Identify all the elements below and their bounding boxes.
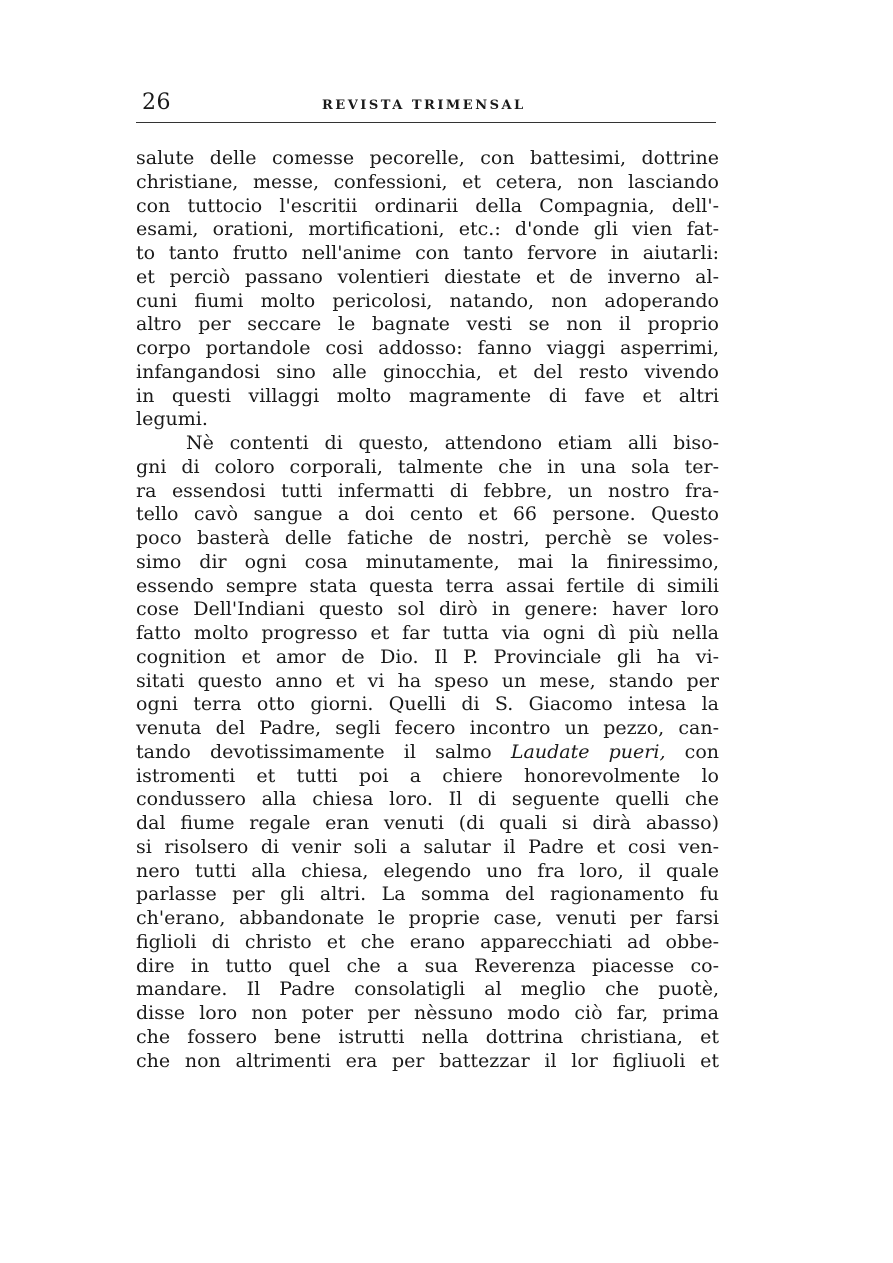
text-line: christiane, messe, confessioni, et cetera, non lasciando bbox=[136, 170, 719, 193]
text-line: simo dir ogni cosa minutamente, mai la finiressimo, bbox=[136, 550, 719, 573]
text-line: poco basterà delle fatiche de nostri, perchè se voles- bbox=[136, 527, 719, 549]
text-segment: con bbox=[665, 740, 720, 763]
text-line: legumi. bbox=[136, 408, 208, 431]
paragraph-start-line: Nè contenti di questo, attendono etiam alli biso- bbox=[186, 432, 719, 454]
text-line: dire in tutto quel che a sua Reverenza piacesse co- bbox=[136, 954, 719, 977]
text-line: corpo portandole cosi addosso: fanno viaggi asperrimi, bbox=[136, 337, 719, 359]
text-line: dal fiume regale eran venuti (di quali si dirà abasso) bbox=[136, 812, 719, 834]
body-text bbox=[136, 147, 719, 1073]
text-line: mandare. Il Padre consolatigli al meglio che puotè, bbox=[136, 978, 719, 1001]
text-line: gni di coloro corporali, talmente che in una sola ter- bbox=[136, 455, 719, 478]
text-line: si risolsero di venir soli a salutar il Padre et cosi ven- bbox=[136, 835, 719, 858]
text-line: ch'erano, abbandonate le proprie case, venuti per farsi bbox=[136, 907, 719, 929]
text-line: che non altrimenti era per battezzar il lor figliuoli et bbox=[136, 1049, 719, 1072]
text-line: infangandosi sino alle ginocchia, et del resto vivendo bbox=[136, 360, 719, 383]
text-line: cose Dell'Indiani questo sol dirò in genere: haver loro bbox=[136, 598, 719, 621]
text-line: tello cavò sangue a doi cento et 66 persone. Questo bbox=[136, 503, 719, 526]
text-line: et perciò passano volentieri diestate et de inverno al- bbox=[136, 265, 719, 288]
text-line: sitati questo anno et vi ha speso un mese, stando per bbox=[136, 669, 719, 692]
text-line: con tuttocio l'escritii ordinarii della Compagnia, dell'- bbox=[136, 194, 719, 217]
text-line: ra essendosi tutti infermatti di febbre, un nostro fra- bbox=[136, 479, 719, 502]
text-line: essendo sempre stata questa terra assai fertile di simili bbox=[136, 574, 719, 597]
text-line: che fossero bene istrutti nella dottrina christiana, et bbox=[136, 1025, 719, 1048]
header-rule bbox=[136, 122, 716, 123]
text-line-with-italic bbox=[136, 741, 719, 765]
text-line: disse loro non poter per nèssuno modo ciò far, prima bbox=[136, 1002, 719, 1024]
text-line: ogni terra otto giorni. Quelli di S. Giacomo intesa la bbox=[136, 693, 719, 716]
text-line: figlioli di christo et che erano apparecchiati ad obbe- bbox=[136, 930, 719, 953]
running-title: REVISTA TRIMENSAL bbox=[322, 98, 526, 113]
text-line: istromenti et tutti poi a chiere honorevolmente lo bbox=[136, 764, 719, 787]
text-line: nero tutti alla chiesa, elegendo uno fra loro, il quale bbox=[136, 859, 719, 882]
text-line: venuta del Padre, segli fecero incontro un pezzo, can- bbox=[136, 717, 719, 739]
text-segment: tando devotissimamente il salmo bbox=[136, 740, 511, 763]
text-line: parlasse per gli altri. La somma del ragionamento fu bbox=[136, 883, 719, 906]
page-number: 26 bbox=[142, 90, 171, 115]
text-line: altro per seccare le bagnate vesti se non il proprio bbox=[136, 313, 719, 336]
text-line: salute delle comesse pecorelle, con battesimi, dottrine bbox=[136, 147, 719, 169]
text-line: condussero alla chiesa loro. Il di seguente quelli che bbox=[136, 788, 719, 811]
text-line: in questi villaggi molto magramente di fave et altri bbox=[136, 384, 719, 407]
text-line: esami, orationi, mortificationi, etc.: d'onde gli vien fat- bbox=[136, 218, 719, 241]
italic-phrase: Laudate pueri, bbox=[510, 740, 666, 763]
text-line: to tanto frutto nell'anime con tanto fervore in aiutarli: bbox=[136, 242, 719, 264]
text-line: fatto molto progresso et far tutta via ogni dì più nella bbox=[136, 622, 719, 644]
text-line: cognition et amor de Dio. Il P. Provinciale gli ha vi- bbox=[136, 645, 719, 668]
text-line: cuni fiumi molto pericolosi, natando, non adoperando bbox=[136, 289, 719, 312]
page-header bbox=[136, 90, 719, 122]
